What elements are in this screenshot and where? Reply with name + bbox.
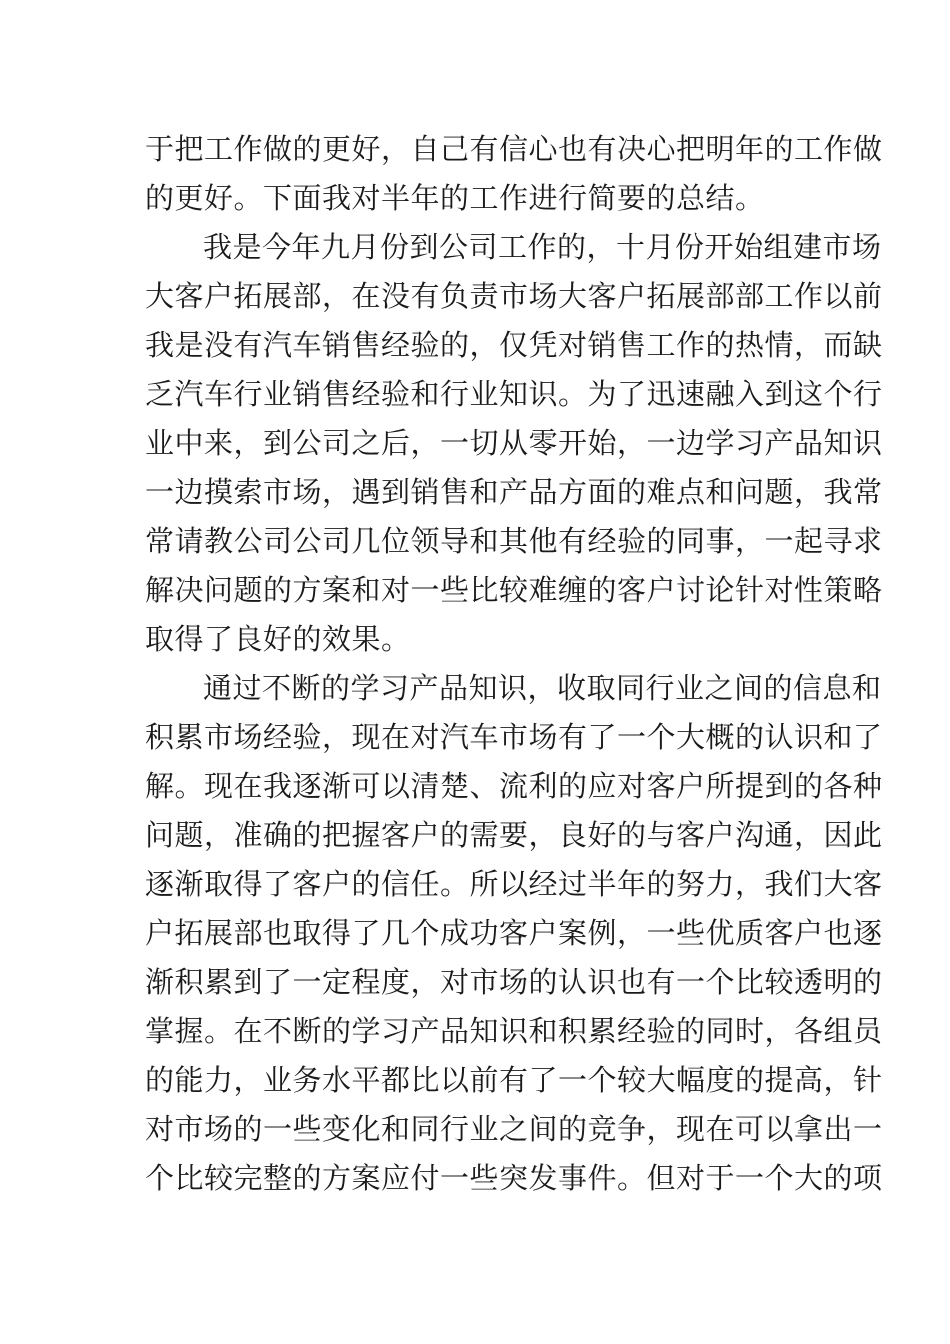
text-line: 我是没有汽车销售经验的，仅凭对销售工作的热情，而缺 — [145, 328, 883, 362]
text-line: 逐渐取得了客户的信任。所以经过半年的努力，我们大客 — [145, 867, 883, 901]
text-line: 问题，准确的把握客户的需要，良好的与客户沟通，因此 — [145, 818, 883, 852]
text-line: 于把工作做的更好，自己有信心也有决心把明年的工作做 — [145, 132, 883, 166]
paragraph-first-line: 我是今年九月份到公司工作的，十月份开始组建市场 — [203, 230, 882, 264]
paragraph-first-line: 通过不断的学习产品知识，收取同行业之间的信息和 — [203, 671, 882, 705]
text-line: 业中来，到公司之后，一切从零开始，一边学习产品知识 — [145, 426, 883, 460]
text-line: 个比较完整的方案应付一些突发事件。但对于一个大的项 — [145, 1161, 883, 1195]
text-line: 渐积累到了一定程度，对市场的认识也有一个比较透明的 — [145, 965, 883, 999]
text-line: 取得了良好的效果。 — [145, 622, 411, 656]
text-line: 解决问题的方案和对一些比较难缠的客户讨论针对性策略 — [145, 573, 883, 607]
text-line: 对市场的一些变化和同行业之间的竞争，现在可以拿出一 — [145, 1112, 883, 1146]
text-line: 一边摸索市场，遇到销售和产品方面的难点和问题，我常 — [145, 475, 883, 509]
text-line: 大客户拓展部，在没有负责市场大客户拓展部部工作以前 — [145, 279, 883, 313]
text-line: 积累市场经验，现在对汽车市场有了一个大概的认识和了 — [145, 720, 883, 754]
text-line: 乏汽车行业销售经验和行业知识。为了迅速融入到这个行 — [145, 377, 883, 411]
text-line: 户拓展部也取得了几个成功客户案例，一些优质客户也逐 — [145, 916, 883, 950]
text-line: 解。现在我逐渐可以清楚、流利的应对客户所提到的各种 — [145, 769, 883, 803]
document-body — [145, 125, 883, 1203]
text-line: 常请教公司公司几位领导和其他有经验的同事，一起寻求 — [145, 524, 883, 558]
text-line: 掌握。在不断的学习产品知识和积累经验的同时，各组员 — [145, 1014, 883, 1048]
text-line: 的更好。下面我对半年的工作进行简要的总结。 — [145, 181, 765, 215]
text-line: 的能力，业务水平都比以前有了一个较大幅度的提高，针 — [145, 1063, 883, 1097]
